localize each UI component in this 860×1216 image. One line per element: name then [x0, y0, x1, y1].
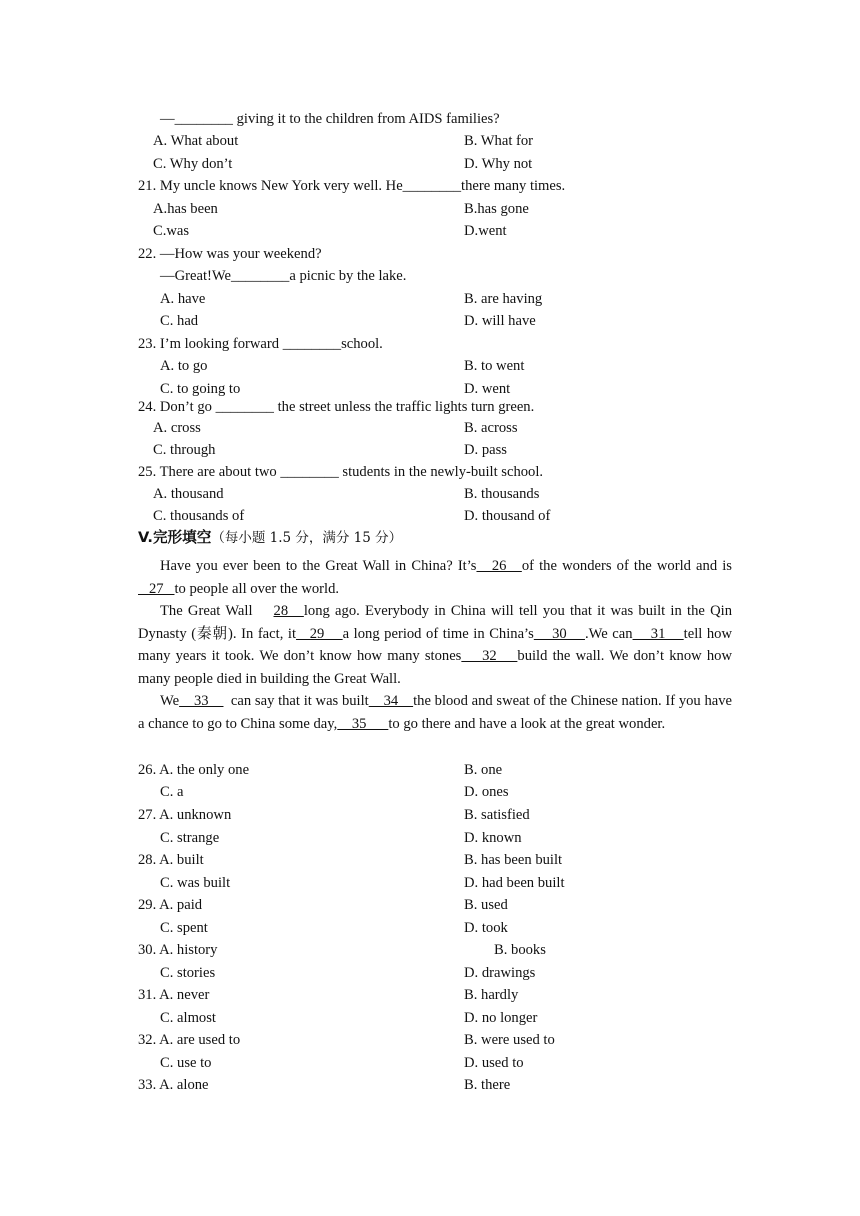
q21-option-c: C.was	[153, 223, 190, 239]
q21-option-d: D.went	[464, 223, 507, 239]
passage-text: We	[160, 693, 180, 709]
q23-option-d: D. went	[464, 381, 511, 397]
q27-option-d: D. known	[464, 830, 522, 846]
q20-option-c: C. Why don’t	[153, 156, 233, 172]
q22-option-b: B. are having	[464, 291, 543, 307]
q25-stem: 25. There are about two ________ students in the newly-built school.	[138, 464, 544, 480]
passage-text: The Great Wall	[160, 603, 274, 619]
q21-option-b: B.has gone	[464, 201, 529, 217]
passage-text: long ago. Everybody in China will tell you that it was built in the Qin Dynasty (秦朝). In fact, it	[138, 603, 732, 642]
passage-text: to go there and have a look at the great wonder.	[388, 715, 666, 732]
q23-option-c: C. to going to	[160, 381, 241, 397]
q25-option-b: B. thousands	[464, 486, 540, 502]
q20-stem: —________ giving it to the children from AIDS families?	[160, 111, 500, 127]
blank-35: 35	[337, 715, 389, 732]
blank-33: 33	[179, 693, 224, 709]
q21-option-a: A.has been	[153, 201, 218, 217]
passage-text: a long period of time in China’s	[342, 625, 534, 642]
q29-option-c: C. spent	[160, 920, 208, 936]
blank-26: 26	[476, 558, 522, 574]
q21-stem: 21. My uncle knows New York very well. He________there many times.	[138, 178, 566, 194]
passage-text: the blood and sweat of the Chinese nation. If you have a chance to go to China some day,	[138, 693, 732, 732]
passage-text: build the wall. We don’t know how many people died in building the Great Wall.	[138, 648, 732, 687]
q32-option-a: 32. A. are used to	[138, 1032, 241, 1048]
q22-option-a: A. have	[160, 291, 206, 307]
q22-option-c: C. had	[160, 313, 199, 329]
q22-option-d: D. will have	[464, 313, 536, 329]
q25-option-c: C. thousands of	[153, 508, 245, 524]
q22-stem: 22. —How was your weekend?	[138, 246, 322, 262]
q29-option-b: B. used	[464, 897, 508, 913]
q26-option-a: 26. A. the only one	[138, 762, 250, 778]
q25-option-a: A. thousand	[153, 486, 224, 502]
q31-option-a: 31. A. never	[138, 987, 210, 1003]
passage-text: to people all over the world.	[174, 580, 340, 597]
passage-paragraph-1	[138, 555, 732, 600]
q20-option-a: A. What about	[153, 133, 239, 149]
q33-option-a: 33. A. alone	[138, 1077, 209, 1093]
cloze-passage	[138, 555, 732, 735]
passage-text: of the wonders of the world and is	[521, 558, 732, 574]
blank-30: 30	[533, 625, 585, 642]
q24-option-b: B. across	[464, 420, 518, 436]
q23-option-b: B. to went	[464, 358, 525, 374]
section-title: V.完形填空	[138, 529, 212, 546]
q31-option-b: B. hardly	[464, 987, 519, 1003]
q28-option-b: B. has been built	[464, 852, 563, 868]
q28-option-d: D. had been built	[464, 875, 565, 891]
blank-32: 32	[461, 648, 518, 664]
q22-stem-line2: —Great!We________a picnic by the lake.	[160, 268, 407, 284]
section-heading	[138, 529, 402, 547]
blank-27: 27	[138, 580, 175, 597]
q20-option-d: D. Why not	[464, 156, 533, 172]
q23-option-a: A. to go	[160, 358, 208, 374]
passage-text: .We can	[584, 625, 633, 642]
section-scoring-note: （每小题 1.5 分，满分 15 分）	[211, 530, 403, 546]
q30-option-b: B. books	[494, 942, 546, 958]
q30-option-d: D. drawings	[464, 965, 536, 981]
q31-option-d: D. no longer	[464, 1010, 538, 1026]
q27-option-a: 27. A. unknown	[138, 807, 232, 823]
blank-29: 29	[296, 625, 343, 642]
q30-option-c: C. stories	[160, 965, 216, 981]
q27-option-c: C. strange	[160, 830, 220, 846]
q25-option-d: D. thousand of	[464, 508, 551, 524]
q20-option-b: B. What for	[464, 133, 534, 149]
q32-option-d: D. used to	[464, 1055, 524, 1071]
q24-stem: 24. Don’t go ________ the street unless the traffic lights turn green.	[138, 399, 535, 415]
q29-option-a: 29. A. paid	[138, 897, 203, 913]
q24-option-a: A. cross	[153, 420, 201, 436]
blank-34: 34	[368, 693, 414, 709]
q26-option-c: C. a	[160, 784, 184, 800]
passage-text: tell how many years it took. We don’t know how many stones	[138, 625, 733, 664]
q29-option-d: D. took	[464, 920, 508, 936]
q26-option-b: B. one	[464, 762, 503, 778]
q32-option-b: B. were used to	[464, 1032, 555, 1048]
q26-option-d: D. ones	[464, 784, 509, 800]
passage-text: Have you ever been to the Great Wall in China? It’s	[160, 558, 477, 574]
q27-option-b: B. satisfied	[464, 807, 530, 823]
blank-31: 31	[632, 625, 684, 642]
q31-option-c: C. almost	[160, 1010, 216, 1026]
q33-option-b: B. there	[464, 1077, 511, 1093]
q28-option-c: C. was built	[160, 875, 231, 891]
q24-option-d: D. pass	[464, 442, 507, 458]
passage-paragraph-3	[138, 690, 732, 735]
q32-option-c: C. use to	[160, 1055, 212, 1071]
q30-option-a: 30. A. history	[138, 942, 218, 958]
q24-option-c: C. through	[153, 442, 216, 458]
passage-paragraph-2	[138, 600, 732, 690]
q28-option-a: 28. A. built	[138, 852, 204, 868]
blank-28: 28	[273, 603, 304, 619]
passage-text: can say that it was built	[223, 693, 369, 709]
q23-stem: 23. I’m looking forward ________school.	[138, 336, 383, 352]
